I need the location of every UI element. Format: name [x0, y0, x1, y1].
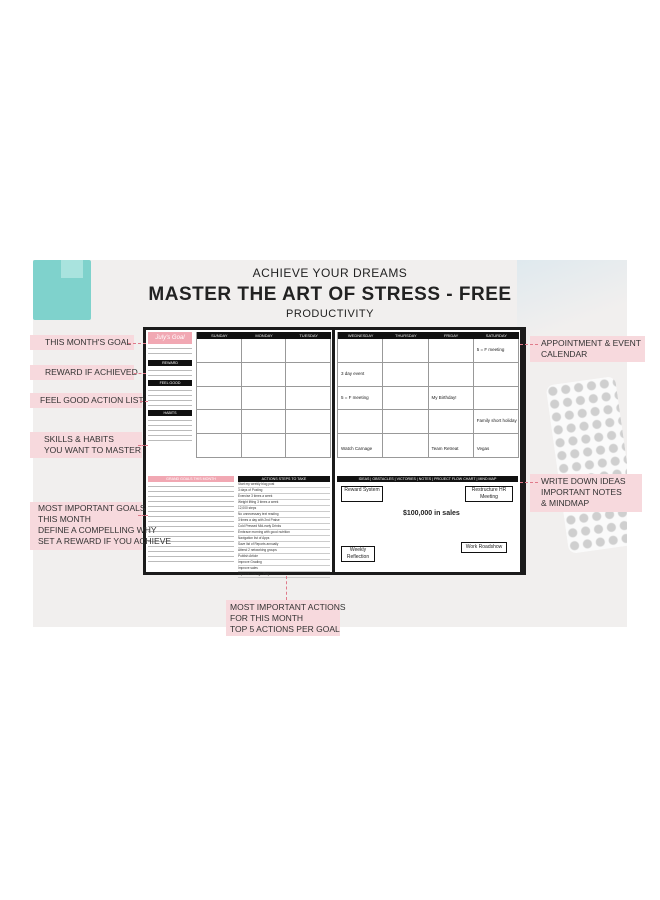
action-item: Improve Grading	[238, 560, 330, 566]
calendar-cell[interactable]	[474, 387, 519, 411]
calendar-cell[interactable]	[429, 434, 474, 458]
header-line-1: ACHIEVE YOUR DREAMS	[252, 266, 408, 280]
calendar-event: 5 = F meeting	[341, 394, 369, 400]
calendar-cell[interactable]	[474, 363, 519, 387]
calendar-left	[196, 332, 331, 458]
actions-header: ACTIONS STEPS TO TAKE	[238, 476, 330, 482]
label-habits: SKILLS & HABITS YOU WANT TO MASTER	[44, 434, 141, 455]
action-item: Save list of Reports annually	[238, 542, 330, 548]
calendar-cell[interactable]	[383, 434, 428, 458]
leader-goals	[138, 515, 148, 516]
calendar-event: My Birthday!	[431, 394, 457, 400]
action-item: Weight lifting 3 times a week	[238, 500, 330, 506]
action-item: Publish Article	[238, 554, 330, 560]
calendar-event: Vegas	[476, 446, 490, 452]
action-item: Cold Pressed Mid-early Drinks	[238, 524, 330, 530]
calendar-cell[interactable]	[429, 363, 474, 387]
ideas-section	[337, 476, 518, 570]
calendar-cell[interactable]	[383, 410, 428, 434]
label-calendar: APPOINTMENT & EVENT CALENDAR	[541, 338, 641, 359]
mindmap-box-2: Restructure HR Meeting	[465, 486, 513, 502]
ideas-header: IDEAS | OBSTACLES | VICTORIES | NOTES | PROJECT FLOW CHART | MIND MAP	[337, 476, 518, 482]
action-item: Attend 2 networking groups	[238, 548, 330, 554]
sales-goal: $100,000 in sales	[403, 510, 460, 517]
calendar-cell[interactable]	[197, 363, 242, 387]
mindmap-box-4: Work Roadshow	[461, 542, 507, 553]
day-header: MONDAY	[242, 332, 287, 339]
goal-title: July's Goal	[148, 332, 192, 344]
calendar-cell[interactable]	[338, 434, 383, 458]
planner-spread	[143, 327, 526, 575]
calendar-event: 5 = F meeting	[476, 347, 505, 352]
label-feel-good: FEEL GOOD ACTION LIST	[40, 395, 144, 405]
calendar-cell[interactable]	[474, 339, 519, 363]
goal-sidebar: July's Goal REWARD FEEL GOOD HABITS	[148, 332, 192, 472]
calendar-cell[interactable]	[286, 387, 331, 411]
calendar-cell[interactable]	[242, 434, 287, 458]
leader-actions	[286, 576, 287, 600]
calendar-event: 3 day event	[341, 370, 365, 376]
calendar-cell[interactable]	[383, 339, 428, 363]
leader-goal	[128, 343, 146, 344]
calendar-cell[interactable]	[338, 387, 383, 411]
calendar-event: Team Retreat	[431, 446, 459, 452]
header-title: MASTER THE ART OF STRESS - FREE	[148, 284, 512, 305]
calendar-cell[interactable]	[197, 339, 242, 363]
calendar-cell[interactable]	[429, 410, 474, 434]
day-header: TUESDAY	[286, 332, 331, 339]
action-item: 3 times a day with 2nd Praise	[238, 518, 330, 524]
polka-dot-notebook	[546, 376, 627, 554]
day-header: SUNDAY	[197, 332, 242, 339]
calendar-cell[interactable]	[474, 434, 519, 458]
calendar-cell[interactable]	[474, 410, 519, 434]
day-header: THURSDAY	[383, 332, 428, 339]
action-item: Navigation list of Apps	[238, 536, 330, 542]
planner-right-page	[335, 330, 520, 572]
day-header: SATURDAY	[474, 332, 519, 339]
action-item: Exercise 3 times a week	[238, 494, 330, 500]
calendar-cell[interactable]	[242, 410, 287, 434]
calendar-event: Family short holiday	[476, 418, 517, 424]
action-item: 12,000 steps	[238, 506, 330, 512]
label-reward: REWARD IF ACHIEVED	[45, 367, 138, 377]
calendar-cell[interactable]	[286, 410, 331, 434]
action-item: 3 days of Posting	[238, 488, 330, 494]
mindmap-box-3: Weekly Reflection	[341, 546, 375, 562]
calendar-cell[interactable]	[197, 410, 242, 434]
mindmap-box-1: Reward System	[341, 486, 383, 502]
action-item: Start my weekly blog post	[238, 482, 330, 488]
action-item: Improve closing - Play	[238, 572, 330, 578]
calendar-cell[interactable]	[286, 363, 331, 387]
label-important-actions: MOST IMPORTANT ACTIONS FOR THIS MONTH TOP 5 ACTIONS PER GOAL	[230, 602, 346, 634]
calendar-cell[interactable]	[242, 387, 287, 411]
calendar-right	[337, 332, 519, 458]
calendar-cell[interactable]	[383, 363, 428, 387]
action-item: Improve sales	[238, 566, 330, 572]
leader-calendar	[520, 344, 538, 345]
calendar-cell[interactable]	[286, 339, 331, 363]
leader-habits	[138, 445, 148, 446]
action-item: No unnecessary text reading	[238, 512, 330, 518]
calendar-cell[interactable]	[242, 363, 287, 387]
calendar-cell[interactable]	[338, 339, 383, 363]
label-important-goals: MOST IMPORTANT GOALS THIS MONTH DEFINE A COMPELLING WHY SET A REWARD IF YOU ACHIEVE	[38, 503, 172, 546]
calendar-cell[interactable]	[429, 339, 474, 363]
calendar-cell[interactable]	[286, 434, 331, 458]
leader-feel-good	[140, 401, 148, 402]
calendar-event: Watch Carnage	[341, 446, 373, 452]
calendar-cell[interactable]	[429, 387, 474, 411]
header-line-3: PRODUCTIVITY	[286, 308, 374, 320]
leader-reward	[134, 373, 146, 374]
calendar-cell[interactable]	[338, 363, 383, 387]
label-monthly-goal: THIS MONTH'S GOAL	[45, 337, 132, 347]
planner-left-page	[146, 330, 332, 576]
leader-ideas	[520, 482, 538, 483]
calendar-cell[interactable]	[242, 339, 287, 363]
day-header: FRIDAY	[429, 332, 474, 339]
goals-header: GRAND GOALS THIS MONTH	[148, 476, 234, 482]
calendar-cell[interactable]	[197, 387, 242, 411]
calendar-cell[interactable]	[197, 434, 242, 458]
label-ideas: WRITE DOWN IDEAS IMPORTANT NOTES & MINDMAP	[541, 476, 626, 508]
calendar-cell[interactable]	[383, 387, 428, 411]
day-header: WEDNESDAY	[338, 332, 383, 339]
action-item: Embrace morning with good nutrition	[238, 530, 330, 536]
actions-section	[238, 476, 330, 576]
calendar-cell[interactable]	[338, 410, 383, 434]
